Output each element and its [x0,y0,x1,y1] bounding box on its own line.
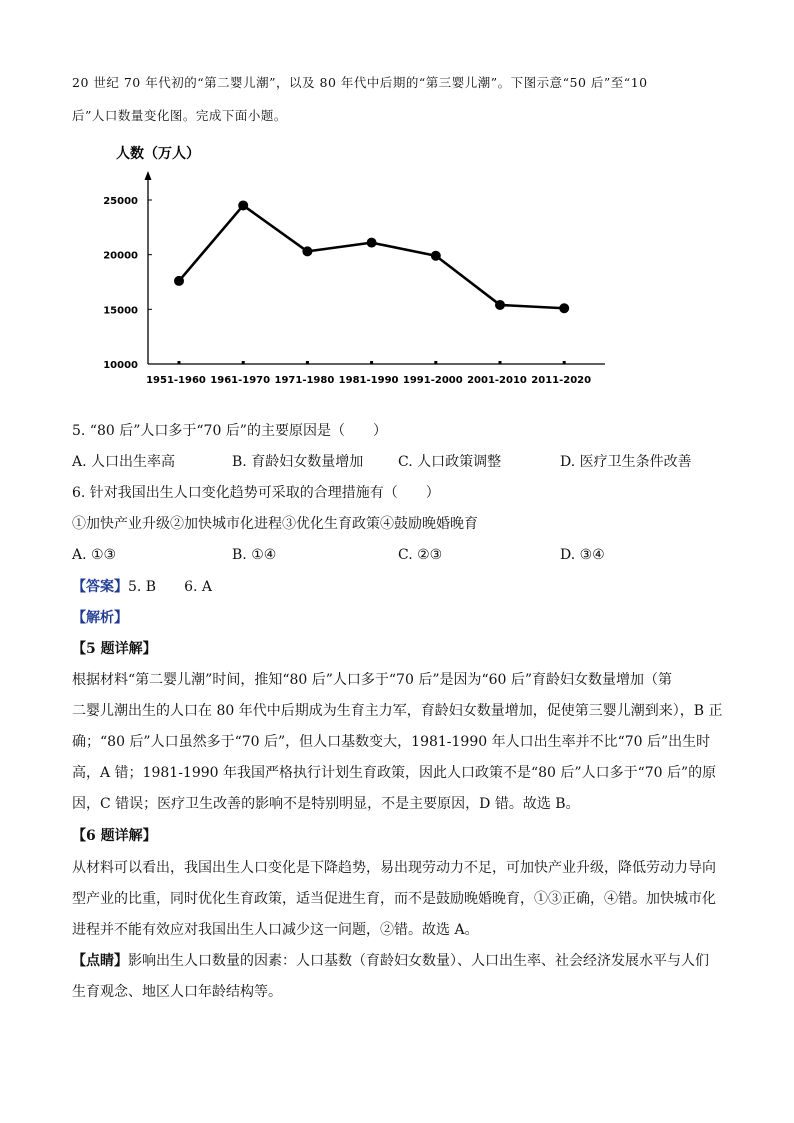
detail-6-label: 【6 题详解】 [72,828,157,844]
note-paragraph [72,946,722,1008]
series-line [174,200,569,313]
data-point [174,276,184,286]
x-axis-ticks [146,361,591,386]
detail-6-paragraph [72,853,722,946]
question-5-option-a: A. 人口出生率高 [72,454,176,470]
x-tick-mark [178,361,181,364]
data-point [431,251,441,261]
detail-6-line-1: 从材料可以看出，我国出生人口变化是下降趋势，易出现劳动力不足，可加快产业升级，降低劳动力导向 [72,860,716,876]
x-tick-label: 1971-1980 [274,375,335,386]
y-tick-label: 15000 [103,305,138,317]
analysis-label: 【解析】 [72,610,128,626]
detail-5-line-5: 因，C 错误；医疗卫生改善的影响不是特别明显，不是主要原因，D 错。故选 B。 [72,796,580,812]
detail-6-line-3: 进程并不能有效应对我国出生人口减少这一问题，②错。故选 A。 [72,922,479,938]
y-tick-label: 25000 [103,196,138,207]
detail-5-line-1: 根据材料“第二婴儿潮”时间，推知“80 后”人口多于“70 后”是因为“60 后”育龄妇女数量增加（第 [72,672,673,688]
x-tick-mark [434,361,437,364]
detail-5-paragraph [72,665,722,820]
x-tick-mark [370,361,373,364]
y-tick-label: 10000 [103,360,138,371]
y-axis-ticks [103,196,152,371]
y-tick-label: 20000 [103,250,138,262]
note-line-2: 生育观念、地区人口年龄结构等。 [72,984,282,1000]
answer-row [72,577,212,597]
data-point [495,300,505,310]
x-tick-label: 2001-2010 [467,375,527,386]
x-tick-label: 1991-2000 [402,375,463,386]
question-5-stem: 5. “80 后”人口多于“70 后”的主要原因是（ ） [72,423,387,439]
question-6-option-b: B. ①④ [232,547,277,563]
data-point [302,246,312,256]
x-tick-mark [306,361,309,364]
answer-text: 5. B 6. A [128,579,213,595]
question-5-option-b: B. 育龄妇女数量增加 [232,454,364,470]
intro-line-1: 20 世纪 70 年代初的“第二婴儿潮”，以及 80 年代中后期的“第三婴儿潮”。下图示意“50 后”至“10 [72,75,648,90]
detail-5-label: 【5 题详解】 [72,641,157,657]
data-point [367,238,377,248]
y-axis-arrow [145,171,152,180]
x-tick-label: 1961-1970 [210,375,271,386]
detail-5-line-4: 高，A 错；1981-1990 年我国严格执行计划生育政策，因此人口政策不是“80 后”人口多于“70 后”的原 [72,765,717,781]
question-5-option-d: D. 医疗卫生条件改善 [560,454,692,470]
x-tick-label: 1981-1990 [338,375,399,386]
answer-label: 【答案】 [72,579,128,595]
note-line-1: 影响出生人口数量的因素：人口基数（育龄妇女数量）、人口出生率、社会经济发展水平与人们 [128,953,709,969]
note-label: 【点睛】 [72,953,128,969]
intro-line-2: 后”人口数量变化图。完成下面小题。 [72,108,287,123]
question-5-option-c: C. 人口政策调整 [398,454,502,470]
question-6-option-d: D. ③④ [560,547,605,563]
x-tick-label: 2011-2020 [531,375,592,386]
question-6-measures: ①加快产业升级②加快城市化进程③优化生育政策④鼓励晚婚晚育 [72,516,478,532]
chart-axes [145,171,606,364]
detail-5-line-3: 确；“80 后”人口虽然多于“70 后”，但人口基数变大，1981-1990 年人口出生率并不比“70 后”出生时 [72,734,711,750]
x-tick-mark [499,361,502,364]
population-line-chart [0,0,794,400]
data-point [559,303,569,313]
data-point [238,200,248,210]
series-polyline [179,205,564,308]
question-6-option-c: C. ②③ [398,547,443,563]
question-6-option-a: A. ①③ [72,547,117,563]
detail-6-line-2: 型产业的比重，同时优化生育政策，适当促进生育，而不是鼓励晚婚晚育，①③正确，④错。加快城市化 [72,891,716,907]
x-tick-mark [563,361,566,364]
detail-5-line-2: 二婴儿潮出生的人口在 80 年代中后期成为生育主力军，育龄妇女数量增加，促使第三婴儿潮到来），B 正 [72,703,723,719]
question-6-stem: 6. 针对我国出生人口变化趋势可采取的合理措施有（ ） [72,485,440,501]
x-tick-mark [242,361,245,364]
x-tick-label: 1951-1960 [146,375,206,386]
chart-title: 人数（万人） [116,146,200,162]
